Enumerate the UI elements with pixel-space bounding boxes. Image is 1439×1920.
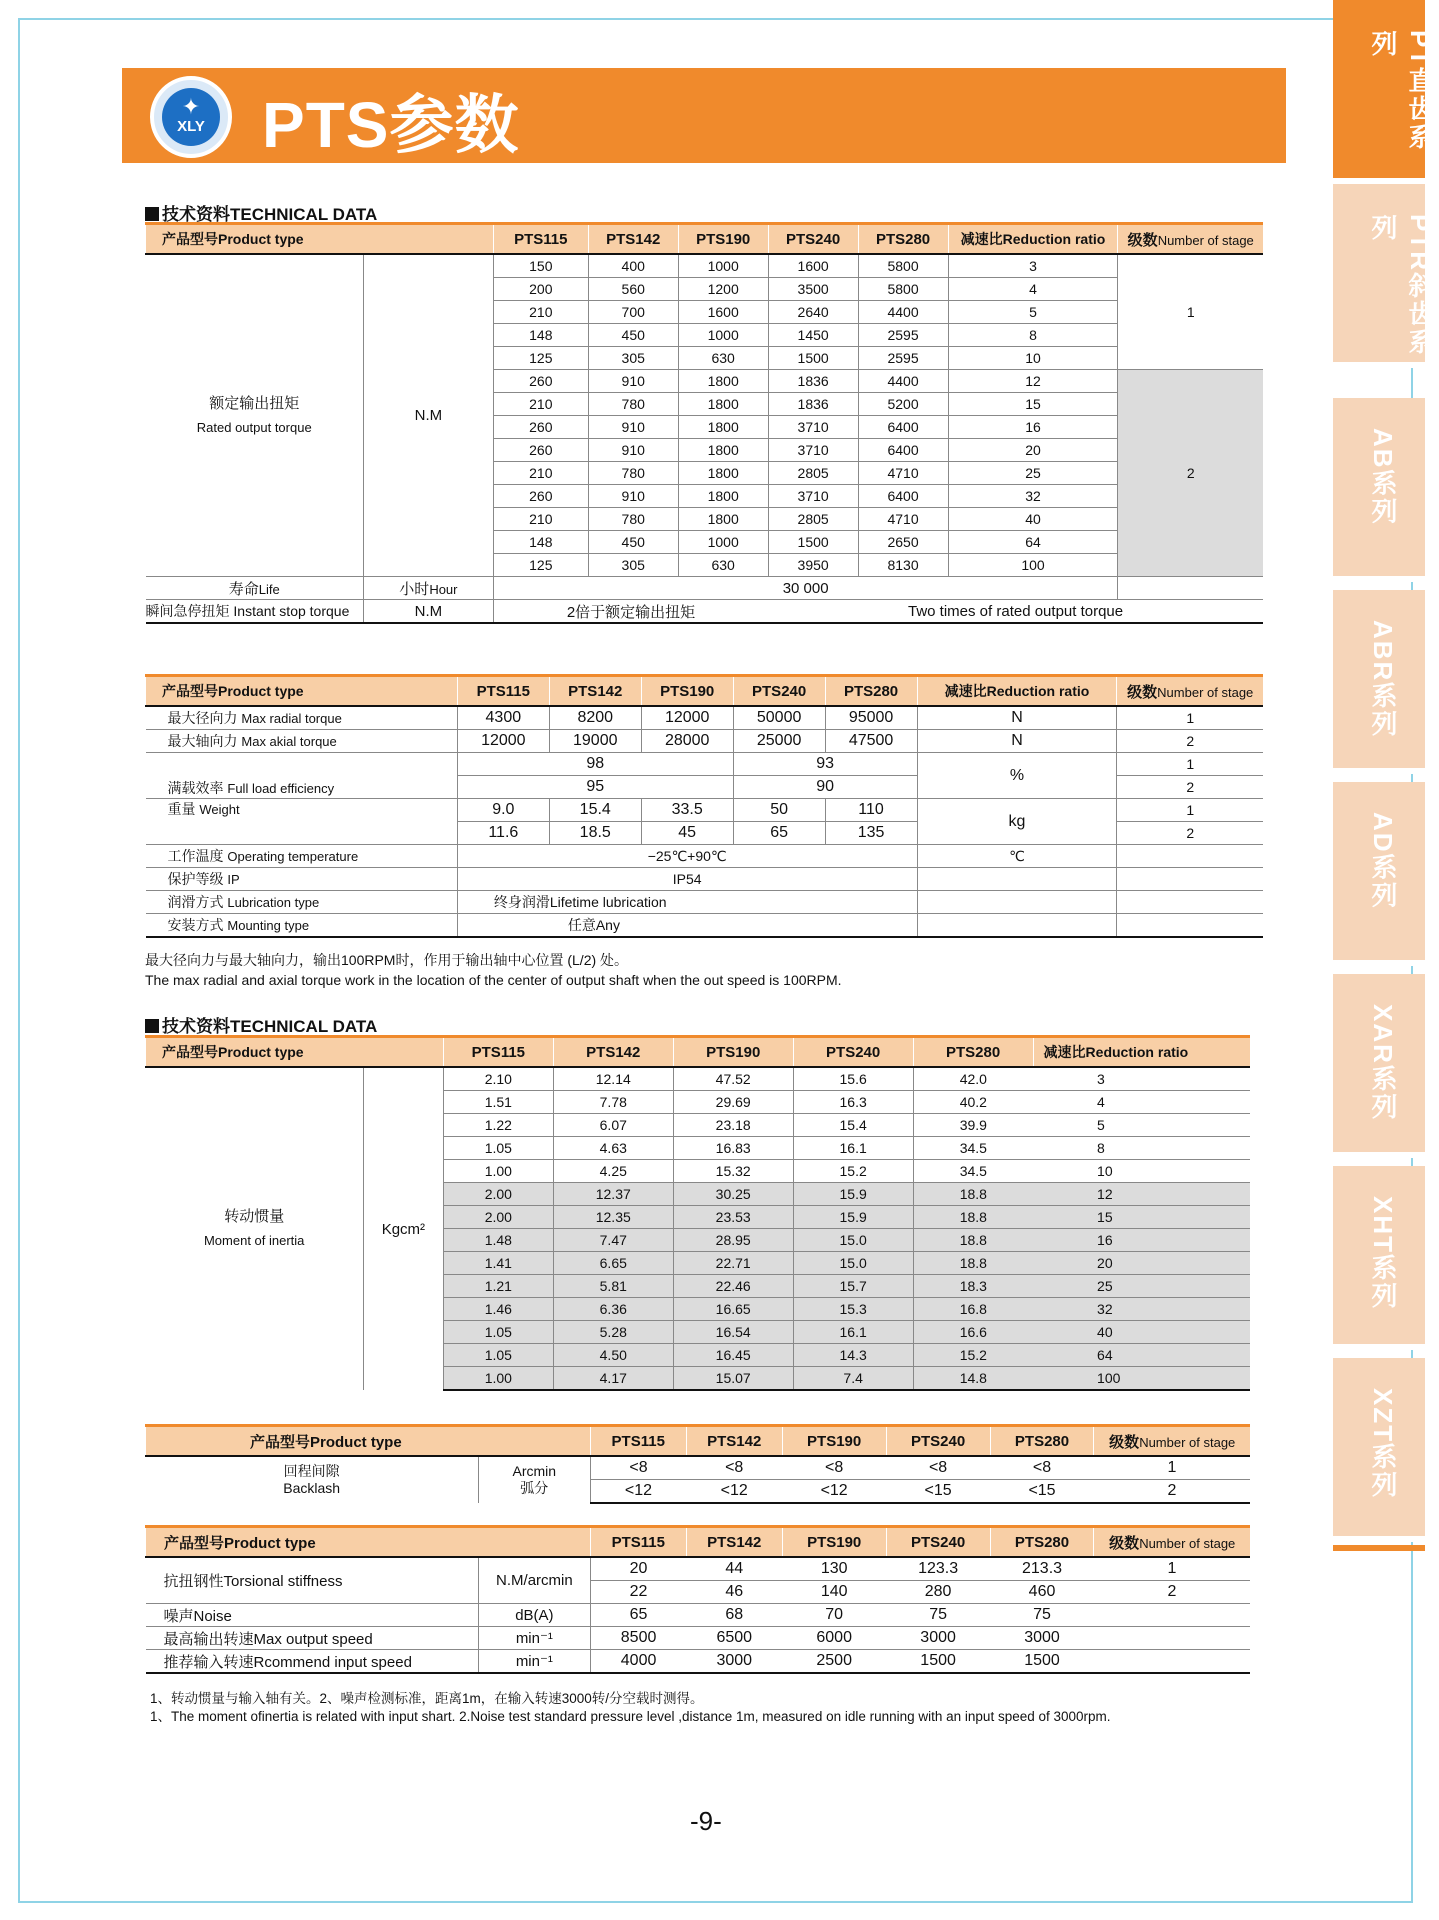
table-cell: 1000	[678, 254, 768, 278]
stiffness-table: 产品型号Product type PTS115 PTS142 PTS190 PTS240 PTS280 级数Number of stage 抗扭钢性Torsional stiffness N.M/arcmin 20 44 130 123.3 213.3 1 22 46 140 280 460 2 噪声Noise dB(A) 65 68 70 75 75 最高输出转速Max output speed min⁻¹ 8500 6500 6000 3000 3000 推荐输入转速Rcommend input speed min⁻¹ 4000 3000 2500 1500 1500	[145, 1525, 1250, 1674]
table-cell: 30.25	[673, 1183, 793, 1206]
table-cell: 16.6	[913, 1321, 1033, 1344]
table-cell: 15.9	[793, 1183, 913, 1206]
table-cell: 1800	[678, 393, 768, 416]
table-cell: 18.8	[913, 1183, 1033, 1206]
table-cell: 16.45	[673, 1344, 793, 1367]
table-cell: 8130	[858, 554, 948, 577]
table-cell: 700	[588, 301, 678, 324]
table-cell: 23.53	[673, 1206, 793, 1229]
table-cell: 16.83	[673, 1137, 793, 1160]
table-cell: 15.7	[793, 1275, 913, 1298]
table-cell: 305	[588, 347, 678, 370]
table-cell: 15.2	[913, 1344, 1033, 1367]
table-cell: 12	[1033, 1183, 1250, 1206]
table-cell: 34.5	[913, 1160, 1033, 1183]
note-inertia: 1、转动惯量与输入轴有关。2、噪声检测标准，距离1m，在输入转速3000转/分空载时测得。 1、The moment ofinertia is related with input shart. 2.Noise test standard pressure level ,distance 1m, measured on idle running with an input speed of 3000rpm.	[150, 1691, 1111, 1724]
table-cell: 3500	[768, 278, 858, 301]
table-cell: 4.25	[553, 1160, 673, 1183]
table-cell: 25	[1033, 1275, 1250, 1298]
table-row	[146, 1067, 1251, 1091]
star-icon: ✦	[181, 94, 201, 119]
table-cell: 14.8	[913, 1367, 1033, 1391]
table-cell: 210	[493, 393, 588, 416]
table-cell: 200	[493, 278, 588, 301]
table-cell: 1.46	[443, 1298, 553, 1321]
table-cell: 4710	[858, 462, 948, 485]
table-cell: 1836	[768, 393, 858, 416]
table-cell: 1.05	[443, 1321, 553, 1344]
table-cell: 630	[678, 554, 768, 577]
table-cell: 29.69	[673, 1091, 793, 1114]
table-cell: 7.78	[553, 1091, 673, 1114]
rated-torque-table: 产品型号Product type PTS115 PTS142 PTS190 PTS240 PTS280 减速比Reduction ratio 级数Number of stage 额定输出扭矩 Rated output torque N.M 150 400 1000 1600 5800 3 1 200 560 1200 3500 5800 4 210 700 1600 2640 4400 5 148 450 1000 1450 2595 8 125 305 630 1500 2595 10 260 910 1800 1836 4400 12 2 210 780 1800 1836 5200 15 260 910 1800 3710 6400 16 260 910 1800 3710 6400 20 210 780 1800 2805 4710 25 260 910 1800 3710 6400 32 210 780 1800 2805 4710 40 148 450 1000 1500 2650 64 125 305 630 3950 8130 100 寿命Life 小时Hour 30 000 瞬间急停扭矩 Instant stop torque N.M 2倍于额定输出扭矩 Two times of rated output torque	[145, 222, 1263, 624]
table-cell: 16.1	[793, 1137, 913, 1160]
table-cell: 2.00	[443, 1206, 553, 1229]
tab-xht[interactable]: XHT系列	[1333, 1166, 1425, 1350]
note-radial: 最大径向力与最大轴向力，输出100RPM时，作用于输出轴中心位置 (L/2) 处。 The max radial and axial torque work in the location of the center of output shaft when the out speed is 100RPM.	[145, 952, 842, 988]
table-cell: 1.41	[443, 1252, 553, 1275]
table-cell: 1.00	[443, 1160, 553, 1183]
table-cell: 22.71	[673, 1252, 793, 1275]
table-cell: 630	[678, 347, 768, 370]
tab-abr[interactable]: ABR系列	[1333, 590, 1425, 774]
table-cell: Two times of rated output torque	[768, 600, 1263, 624]
table-cell: 20	[948, 439, 1118, 462]
table-cell: 6400	[858, 416, 948, 439]
table-cell: 1	[1118, 254, 1263, 370]
table-cell: 3	[948, 254, 1118, 278]
table-cell: 8	[948, 324, 1118, 347]
table-cell: 780	[588, 462, 678, 485]
table-cell: 28.95	[673, 1229, 793, 1252]
table-cell: 10	[1033, 1160, 1250, 1183]
table-cell: 39.9	[913, 1114, 1033, 1137]
table-cell: 260	[493, 370, 588, 393]
table-cell: 25	[948, 462, 1118, 485]
table-cell: 15.6	[793, 1067, 913, 1091]
table-cell: 3710	[768, 485, 858, 508]
table-cell: 305	[588, 554, 678, 577]
table-cell: 7.47	[553, 1229, 673, 1252]
table-cell: 1800	[678, 462, 768, 485]
table-cell: 4.17	[553, 1367, 673, 1391]
table-cell: 125	[493, 347, 588, 370]
table-cell: 15.2	[793, 1160, 913, 1183]
table-cell: 15.07	[673, 1367, 793, 1391]
table-cell: 40.2	[913, 1091, 1033, 1114]
table-cell: 910	[588, 370, 678, 393]
table-cell: 18.3	[913, 1275, 1033, 1298]
table-cell: 32	[1033, 1298, 1250, 1321]
xly-logo: ✦ XLY	[150, 76, 232, 158]
table-cell: 15.4	[793, 1114, 913, 1137]
table-cell: 23.18	[673, 1114, 793, 1137]
table-cell: 42.0	[913, 1067, 1033, 1091]
table-cell: 3	[1033, 1067, 1250, 1091]
table-cell: 1836	[768, 370, 858, 393]
table-cell: 4.63	[553, 1137, 673, 1160]
table-cell: 6.07	[553, 1114, 673, 1137]
table-cell: 6.65	[553, 1252, 673, 1275]
table-cell: 5200	[858, 393, 948, 416]
table-cell: 4710	[858, 508, 948, 531]
inertia-table: 产品型号Product type PTS115 PTS142 PTS190 PTS240 PTS280 减速比Reduction ratio 转动惯量 Moment of inertia Kgcm² 2.10 12.14 47.52 15.6 42.0 3 1.51 7.78 29.69 16.3 40.2 4 1.22 6.07 23.18 15.4 39.9 5 1.05 4.63 16.83 16.1 34.5 8 1.00 4.25 15.32 15.2 34.5 10 2.00 12.37 30.25 15.9 18.8 12 2.00 12.35 23.53 15.9 18.8 15 1.48 7.47 28.95 15.0 18.8 16 1.41 6.65 22.71 15.0 18.8 20 1.21 5.81 22.46 15.7 18.3 25 1.46 6.36 16.65 15.3 16.8 32 1.05 5.28 16.54 16.1 16.6 40 1.05 4.50 16.45 14.3 15.2 64 1.00 4.17 15.07 7.4 14.8 100	[145, 1035, 1250, 1391]
table-cell: 2.10	[443, 1067, 553, 1091]
table-cell: 260	[493, 416, 588, 439]
table-cell: 7.4	[793, 1367, 913, 1391]
table-cell: 100	[948, 554, 1118, 577]
table-cell: 1800	[678, 508, 768, 531]
table-cell: 寿命Life	[146, 577, 364, 600]
table-cell: 12.35	[553, 1206, 673, 1229]
table-cell: 6.36	[553, 1298, 673, 1321]
table-cell: 1.51	[443, 1091, 553, 1114]
page-title: PTS参数	[262, 89, 520, 161]
table-cell	[1118, 577, 1263, 600]
table-cell: 15	[1033, 1206, 1250, 1229]
table-cell: 额定输出扭矩 Rated output torque	[146, 254, 364, 577]
table-cell: 5	[1033, 1114, 1250, 1137]
table-cell: 20	[1033, 1252, 1250, 1275]
table-cell: 2805	[768, 462, 858, 485]
table-cell: 400	[588, 254, 678, 278]
table-row	[146, 254, 1264, 278]
table-cell: 450	[588, 531, 678, 554]
table-cell: 3710	[768, 439, 858, 462]
table-cell: 16.3	[793, 1091, 913, 1114]
tab-ab[interactable]: AB系列	[1333, 398, 1425, 582]
table-cell: 12.37	[553, 1183, 673, 1206]
table-cell: 40	[1033, 1321, 1250, 1344]
table-cell: 14.3	[793, 1344, 913, 1367]
table-cell: 16.54	[673, 1321, 793, 1344]
table-cell: 2805	[768, 508, 858, 531]
table-cell: 10	[948, 347, 1118, 370]
table-cell: 1600	[768, 254, 858, 278]
side-tabs	[1333, 0, 1435, 1550]
table-cell: N.M	[363, 254, 493, 577]
table-cell: 1600	[678, 301, 768, 324]
table-cell: 30 000	[493, 577, 1118, 600]
table-cell: 转动惯量 Moment of inertia	[146, 1067, 364, 1390]
table-cell: 1000	[678, 324, 768, 347]
table-cell: 4400	[858, 370, 948, 393]
table-cell: 150	[493, 254, 588, 278]
table-cell: 910	[588, 485, 678, 508]
tab-xar[interactable]: XAR系列	[1333, 974, 1425, 1158]
tab-pt[interactable]: PT直齿系列	[1333, 0, 1425, 184]
table-cell: 1.00	[443, 1367, 553, 1391]
table-cell: 15.32	[673, 1160, 793, 1183]
table-cell: 1200	[678, 278, 768, 301]
section-title: 技术资料TECHNICAL DATA	[145, 200, 377, 225]
table-cell: 1800	[678, 485, 768, 508]
table-cell: 32	[948, 485, 1118, 508]
table-cell: 小时Hour	[363, 577, 493, 600]
table-cell: 18.8	[913, 1229, 1033, 1252]
table-cell: 2	[1118, 370, 1263, 577]
table-cell: 15	[948, 393, 1118, 416]
table-cell: 5	[948, 301, 1118, 324]
table-cell: 1800	[678, 439, 768, 462]
table-cell: 16.8	[913, 1298, 1033, 1321]
table-cell: 1.22	[443, 1114, 553, 1137]
table-cell: 1.21	[443, 1275, 553, 1298]
table-cell: N.M	[363, 600, 493, 624]
table-cell: 4	[1033, 1091, 1250, 1114]
table-cell: 2595	[858, 324, 948, 347]
table-cell: 210	[493, 301, 588, 324]
table-cell: 3710	[768, 416, 858, 439]
backlash-table: 产品型号Product type PTS115 PTS142 PTS190 PTS240 PTS280 级数Number of stage 回程间隙 Backlash Arcmin 弧分 <8 <8 <8 <8 <8 1 <12 <12 <12 <15 <15 2	[145, 1424, 1250, 1504]
tab-ad[interactable]: AD系列	[1333, 782, 1425, 966]
table-cell: 560	[588, 278, 678, 301]
table-cell: 910	[588, 439, 678, 462]
table-cell: 18.8	[913, 1206, 1033, 1229]
parameters-table: 产品型号Product type PTS115 PTS142 PTS190 PTS240 PTS280 减速比Reduction ratio 级数Number of stage 最大径向力 Max radial torque 4300 8200 12000 50000 95000 N 1 最大轴向力 Max akial torque 12000 19000 28000 25000 47500 N 2 满载效率 Full load efficiency 98 93 % 1 95 90 2 重量 Weight 9.0 15.4 33.5 50 110 kg 1 11.6 18.5 45 65 135 2 工作温度 Operating temperature −25℃+90℃ ℃ 保护等级 IP IP54 润滑方式 Lubrication type 终身润滑Lifetime lubrication 安装方式 Mounting type 任意Any	[145, 674, 1263, 938]
table-cell: 260	[493, 439, 588, 462]
table-cell: 1500	[768, 531, 858, 554]
table-cell: 1800	[678, 370, 768, 393]
table-cell: 18.8	[913, 1252, 1033, 1275]
table-cell: 16	[948, 416, 1118, 439]
table-cell: 15.9	[793, 1206, 913, 1229]
section-title-2: 技术资料TECHNICAL DATA	[145, 1012, 377, 1037]
table-cell: 100	[1033, 1367, 1250, 1391]
table-cell: 34.5	[913, 1137, 1033, 1160]
table-cell: 8	[1033, 1137, 1250, 1160]
table-cell: 1500	[768, 347, 858, 370]
table-cell: 16.1	[793, 1321, 913, 1344]
table-cell: 16	[1033, 1229, 1250, 1252]
table-cell: 4.50	[553, 1344, 673, 1367]
table-cell: 64	[948, 531, 1118, 554]
table-cell: 1.05	[443, 1137, 553, 1160]
table-cell: 1450	[768, 324, 858, 347]
table-cell: 5.28	[553, 1321, 673, 1344]
table-cell: 1800	[678, 416, 768, 439]
table-cell: 210	[493, 462, 588, 485]
table-cell: 450	[588, 324, 678, 347]
table-cell: 16.65	[673, 1298, 793, 1321]
table-cell: 148	[493, 531, 588, 554]
tab-xzt[interactable]: XZT系列	[1333, 1358, 1425, 1542]
table-cell: 6400	[858, 439, 948, 462]
table-cell: 125	[493, 554, 588, 577]
table-cell: 5800	[858, 254, 948, 278]
table-cell: 47.52	[673, 1067, 793, 1091]
table-cell: 64	[1033, 1344, 1250, 1367]
table-cell: 瞬间急停扭矩 Instant stop torque	[146, 600, 364, 624]
table-cell: 2.00	[443, 1183, 553, 1206]
table-cell: 780	[588, 393, 678, 416]
tab-ptr[interactable]: PTR斜齿系列	[1333, 184, 1425, 368]
table-cell: 40	[948, 508, 1118, 531]
table-cell: 4	[948, 278, 1118, 301]
table-cell: 12.14	[553, 1067, 673, 1091]
table-cell: 780	[588, 508, 678, 531]
table-cell: 910	[588, 416, 678, 439]
table-cell: 5800	[858, 278, 948, 301]
table-cell: 210	[493, 508, 588, 531]
table-cell: 12	[948, 370, 1118, 393]
table-cell: 260	[493, 485, 588, 508]
table-cell: 4400	[858, 301, 948, 324]
table-cell: 1.05	[443, 1344, 553, 1367]
table-cell: 1000	[678, 531, 768, 554]
table-cell: 5.81	[553, 1275, 673, 1298]
table-cell: 3950	[768, 554, 858, 577]
table-cell: 22.46	[673, 1275, 793, 1298]
table-cell: 148	[493, 324, 588, 347]
table-cell: 2倍于额定输出扭矩	[493, 600, 768, 624]
table-cell: 15.0	[793, 1229, 913, 1252]
table-cell: 1.48	[443, 1229, 553, 1252]
table-cell: 15.0	[793, 1252, 913, 1275]
table-cell: 2650	[858, 531, 948, 554]
table-cell: 15.3	[793, 1298, 913, 1321]
table-cell: 2640	[768, 301, 858, 324]
table-cell: 2595	[858, 347, 948, 370]
table-cell: Kgcm²	[363, 1067, 443, 1390]
table-cell: 6400	[858, 485, 948, 508]
page-number: -9-	[690, 1806, 722, 1836]
